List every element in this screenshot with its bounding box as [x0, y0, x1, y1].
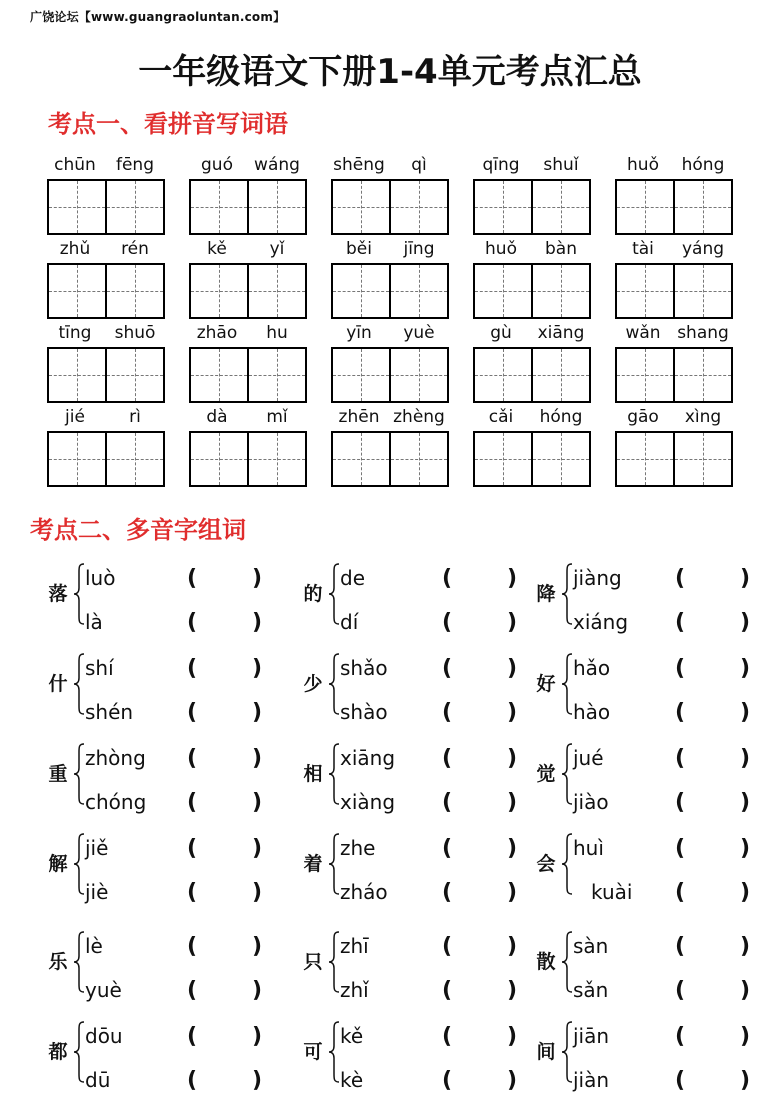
- polyphonic-group: [300, 1018, 550, 1093]
- answer-paren-open: (: [442, 1024, 453, 1049]
- pinyin-reading: dí: [340, 610, 359, 634]
- pinyin-word-cell: [187, 404, 307, 486]
- answer-paren-open: (: [187, 880, 198, 905]
- pinyin-reading: de: [340, 566, 365, 590]
- pinyin-syllable: dà: [206, 407, 228, 427]
- polyphonic-character: 觉: [536, 763, 556, 785]
- pinyin-syllable: bàn: [545, 239, 577, 259]
- answer-paren-open: (: [675, 934, 686, 959]
- answer-paren-close: ): [507, 880, 518, 905]
- tianzige-writing-box[interactable]: [615, 179, 674, 235]
- pinyin-syllable: rén: [121, 239, 149, 259]
- tianzige-writing-box[interactable]: [390, 347, 449, 403]
- pinyin-reading: sàn: [573, 934, 609, 958]
- tianzige-writing-box[interactable]: [615, 431, 674, 487]
- polyphonic-group: [45, 928, 295, 1003]
- polyphonic-group: [45, 560, 295, 635]
- answer-paren-close: ): [740, 934, 751, 959]
- tianzige-writing-box[interactable]: [248, 431, 307, 487]
- answer-paren-close: ): [740, 790, 751, 815]
- polyphonic-character: 少: [303, 673, 323, 695]
- tianzige-writing-box[interactable]: [106, 263, 165, 319]
- tianzige-writing-box[interactable]: [390, 263, 449, 319]
- answer-paren-open: (: [675, 1024, 686, 1049]
- pinyin-word-cell: [45, 404, 165, 486]
- pinyin-syllable: zhǔ: [59, 239, 91, 259]
- answer-paren-open: (: [187, 746, 198, 771]
- tianzige-writing-box[interactable]: [674, 263, 733, 319]
- tianzige-writing-box[interactable]: [189, 431, 248, 487]
- answer-paren-close: ): [740, 978, 751, 1003]
- pinyin-syllable: shuǐ: [543, 155, 579, 175]
- answer-paren-open: (: [187, 566, 198, 591]
- pinyin-reading: kuài: [591, 880, 633, 904]
- polyphonic-group: [533, 928, 780, 1003]
- polyphonic-character: 重: [48, 763, 68, 785]
- tianzige-writing-box[interactable]: [390, 179, 449, 235]
- pinyin-reading: zhòng: [85, 746, 146, 770]
- answer-paren-close: ): [740, 746, 751, 771]
- pinyin-word-cell: [187, 152, 307, 234]
- polyphonic-character: 落: [48, 583, 68, 605]
- writing-box-pair: [615, 347, 733, 401]
- pinyin-syllable: yáng: [681, 239, 725, 259]
- polyphonic-group: [300, 560, 550, 635]
- pinyin-reading: shí: [85, 656, 114, 680]
- pinyin-word-cell: [45, 236, 165, 318]
- answer-paren-open: (: [675, 700, 686, 725]
- answer-paren-open: (: [187, 656, 198, 681]
- tianzige-writing-box[interactable]: [331, 347, 390, 403]
- answer-paren-open: (: [442, 790, 453, 815]
- polyphonic-character: 散: [536, 951, 556, 973]
- pinyin-reading: shǎo: [340, 656, 388, 680]
- tianzige-writing-box[interactable]: [532, 431, 591, 487]
- tianzige-writing-box[interactable]: [615, 347, 674, 403]
- pinyin-reading: luò: [85, 566, 116, 590]
- answer-paren-close: ): [507, 1068, 518, 1093]
- pinyin-reading: jiàng: [573, 566, 622, 590]
- pinyin-syllable: chūn: [54, 155, 96, 175]
- polyphonic-group: [533, 560, 780, 635]
- answer-paren-open: (: [442, 880, 453, 905]
- curly-brace-icon: [560, 930, 574, 994]
- writing-box-pair: [615, 179, 733, 233]
- pinyin-syllable: mǐ: [266, 407, 288, 427]
- pinyin-word-cell: [613, 152, 733, 234]
- curly-brace-icon: [327, 1020, 341, 1084]
- polyphonic-words-area: [0, 560, 780, 1100]
- writing-box-pair: [189, 263, 307, 317]
- tianzige-writing-box[interactable]: [532, 179, 591, 235]
- polyphonic-character: 可: [303, 1041, 323, 1063]
- answer-paren-open: (: [442, 566, 453, 591]
- curly-brace-icon: [72, 742, 86, 806]
- pinyin-syllable: wǎn: [625, 323, 661, 343]
- answer-paren-open: (: [442, 1068, 453, 1093]
- tianzige-writing-box[interactable]: [248, 263, 307, 319]
- tianzige-writing-box[interactable]: [331, 431, 390, 487]
- answer-paren-close: ): [740, 1024, 751, 1049]
- polyphonic-character: 都: [48, 1041, 68, 1063]
- tianzige-writing-box[interactable]: [674, 431, 733, 487]
- pinyin-word-cell: [329, 236, 449, 318]
- polyphonic-character: 好: [536, 673, 556, 695]
- answer-paren-open: (: [187, 1024, 198, 1049]
- pinyin-reading: lè: [85, 934, 103, 958]
- pinyin-syllable: hóng: [681, 155, 725, 175]
- answer-paren-open: (: [675, 1068, 686, 1093]
- answer-paren-close: ): [740, 566, 751, 591]
- answer-paren-close: ): [252, 1068, 263, 1093]
- polyphonic-group: [45, 740, 295, 815]
- polyphonic-character: 降: [536, 583, 556, 605]
- writing-box-pair: [47, 179, 165, 233]
- pinyin-syllable: hu: [266, 323, 288, 343]
- tianzige-writing-box[interactable]: [106, 179, 165, 235]
- curly-brace-icon: [72, 1020, 86, 1084]
- answer-paren-open: (: [442, 934, 453, 959]
- tianzige-writing-box[interactable]: [473, 347, 532, 403]
- pinyin-reading: jiào: [573, 790, 609, 814]
- writing-box-pair: [47, 263, 165, 317]
- tianzige-writing-box[interactable]: [106, 347, 165, 403]
- writing-box-pair: [473, 179, 591, 233]
- curly-brace-icon: [327, 930, 341, 994]
- pinyin-syllable: hóng: [539, 407, 583, 427]
- pinyin-reading: kè: [340, 1068, 364, 1092]
- polyphonic-group: [45, 1018, 295, 1093]
- pinyin-syllable: jīng: [403, 239, 435, 259]
- pinyin-syllable: xiāng: [537, 323, 585, 343]
- curly-brace-icon: [327, 742, 341, 806]
- pinyin-syllable: xìng: [684, 407, 722, 427]
- polyphonic-character: 只: [303, 951, 323, 973]
- pinyin-word-cell: [471, 152, 591, 234]
- answer-paren-open: (: [187, 978, 198, 1003]
- pinyin-syllable: zhēn: [338, 407, 380, 427]
- writing-box-pair: [331, 347, 449, 401]
- polyphonic-character: 乐: [48, 951, 68, 973]
- pinyin-reading: xiāng: [340, 746, 396, 770]
- tianzige-writing-box[interactable]: [47, 263, 106, 319]
- answer-paren-open: (: [187, 1068, 198, 1093]
- polyphonic-character: 的: [303, 583, 323, 605]
- tianzige-writing-box[interactable]: [47, 179, 106, 235]
- answer-paren-close: ): [740, 1068, 751, 1093]
- writing-box-pair: [331, 431, 449, 485]
- answer-paren-close: ): [507, 836, 518, 861]
- pinyin-reading: zhī: [340, 934, 369, 958]
- tianzige-writing-box[interactable]: [532, 263, 591, 319]
- pinyin-reading: xiáng: [573, 610, 629, 634]
- answer-paren-close: ): [252, 656, 263, 681]
- answer-paren-open: (: [675, 978, 686, 1003]
- answer-paren-open: (: [675, 656, 686, 681]
- pinyin-syllable: yīn: [346, 323, 372, 343]
- tianzige-writing-box[interactable]: [674, 179, 733, 235]
- answer-paren-close: ): [507, 978, 518, 1003]
- pinyin-syllable: zhèng: [393, 407, 445, 427]
- polyphonic-group: [300, 928, 550, 1003]
- curly-brace-icon: [560, 652, 574, 716]
- pinyin-reading: shén: [85, 700, 134, 724]
- pinyin-writing-grid: [45, 152, 745, 492]
- answer-paren-close: ): [507, 1024, 518, 1049]
- section-heading-pinyin: 考点一、看拼音写词语: [48, 110, 288, 138]
- writing-box-pair: [473, 431, 591, 485]
- pinyin-syllable: wáng: [254, 155, 300, 175]
- writing-box-pair: [189, 347, 307, 401]
- polyphonic-group: [45, 830, 295, 905]
- answer-paren-open: (: [442, 746, 453, 771]
- pinyin-reading: là: [85, 610, 103, 634]
- pinyin-word-cell: [613, 404, 733, 486]
- answer-paren-open: (: [442, 610, 453, 635]
- pinyin-syllable: huǒ: [485, 239, 517, 259]
- pinyin-reading: xiàng: [340, 790, 396, 814]
- answer-paren-close: ): [740, 700, 751, 725]
- curly-brace-icon: [560, 742, 574, 806]
- curly-brace-icon: [327, 562, 341, 626]
- pinyin-reading: zháo: [340, 880, 388, 904]
- pinyin-word-cell: [187, 236, 307, 318]
- polyphonic-group: [533, 830, 780, 905]
- writing-box-pair: [189, 179, 307, 233]
- answer-paren-close: ): [252, 700, 263, 725]
- writing-box-pair: [615, 431, 733, 485]
- pinyin-syllable: tīng: [58, 323, 92, 343]
- polyphonic-group: [300, 740, 550, 815]
- pinyin-syllable: zhāo: [196, 323, 238, 343]
- answer-paren-close: ): [252, 746, 263, 771]
- writing-box-pair: [189, 431, 307, 485]
- pinyin-syllable: qì: [411, 155, 427, 175]
- answer-paren-open: (: [187, 836, 198, 861]
- pinyin-reading: jiě: [85, 836, 109, 860]
- pinyin-syllable: shēng: [333, 155, 385, 175]
- answer-paren-open: (: [187, 610, 198, 635]
- pinyin-syllable: shang: [677, 323, 729, 343]
- polyphonic-group: [533, 650, 780, 725]
- tianzige-writing-box[interactable]: [674, 347, 733, 403]
- pinyin-word-cell: [613, 320, 733, 402]
- pinyin-syllable: yǐ: [269, 239, 285, 259]
- pinyin-word-cell: [329, 152, 449, 234]
- pinyin-reading: hào: [573, 700, 611, 724]
- tianzige-writing-box[interactable]: [47, 431, 106, 487]
- answer-paren-close: ): [252, 836, 263, 861]
- writing-box-pair: [331, 179, 449, 233]
- answer-paren-open: (: [675, 790, 686, 815]
- answer-paren-open: (: [675, 566, 686, 591]
- answer-paren-close: ): [507, 566, 518, 591]
- pinyin-reading: shào: [340, 700, 388, 724]
- answer-paren-close: ): [252, 566, 263, 591]
- pinyin-word-cell: [471, 236, 591, 318]
- answer-paren-close: ): [252, 880, 263, 905]
- answer-paren-open: (: [187, 934, 198, 959]
- answer-paren-close: ): [507, 934, 518, 959]
- pinyin-reading: jiān: [573, 1024, 610, 1048]
- pinyin-word-cell: [45, 152, 165, 234]
- section-heading-polyphonic: 考点二、多音字组词: [30, 516, 246, 544]
- pinyin-syllable: fēng: [115, 155, 154, 175]
- answer-paren-close: ): [507, 610, 518, 635]
- pinyin-reading: kě: [340, 1024, 364, 1048]
- tianzige-writing-box[interactable]: [532, 347, 591, 403]
- pinyin-syllable: gāo: [627, 407, 659, 427]
- source-watermark: 广饶论坛【www.guangraoluntan.com】: [30, 10, 286, 24]
- tianzige-writing-box[interactable]: [331, 179, 390, 235]
- answer-paren-close: ): [252, 978, 263, 1003]
- curly-brace-icon: [560, 1020, 574, 1084]
- answer-paren-close: ): [252, 934, 263, 959]
- writing-box-pair: [47, 431, 165, 485]
- pinyin-word-cell: [187, 320, 307, 402]
- answer-paren-open: (: [442, 700, 453, 725]
- writing-box-pair: [331, 263, 449, 317]
- tianzige-writing-box[interactable]: [248, 179, 307, 235]
- pinyin-syllable: guó: [201, 155, 233, 175]
- tianzige-writing-box[interactable]: [473, 431, 532, 487]
- answer-paren-close: ): [252, 790, 263, 815]
- pinyin-reading: huì: [573, 836, 604, 860]
- pinyin-word-cell: [329, 320, 449, 402]
- pinyin-syllable: cǎi: [488, 407, 514, 427]
- polyphonic-character: 间: [536, 1041, 556, 1063]
- answer-paren-close: ): [740, 656, 751, 681]
- pinyin-reading: jiàn: [573, 1068, 610, 1092]
- answer-paren-close: ): [507, 700, 518, 725]
- pinyin-syllable: rì: [129, 407, 141, 427]
- answer-paren-open: (: [442, 836, 453, 861]
- answer-paren-close: ): [740, 610, 751, 635]
- pinyin-syllable: běi: [346, 239, 372, 259]
- pinyin-reading: zhǐ: [340, 978, 369, 1002]
- pinyin-word-cell: [471, 404, 591, 486]
- answer-paren-close: ): [507, 746, 518, 771]
- polyphonic-character: 相: [303, 763, 323, 785]
- pinyin-reading: dū: [85, 1068, 111, 1092]
- answer-paren-open: (: [675, 880, 686, 905]
- page-title: 一年级语文下册1-4单元考点汇总: [138, 52, 642, 92]
- writing-box-pair: [473, 263, 591, 317]
- curly-brace-icon: [560, 562, 574, 626]
- answer-paren-open: (: [675, 746, 686, 771]
- pinyin-word-cell: [329, 404, 449, 486]
- pinyin-syllable: kě: [207, 239, 227, 259]
- pinyin-syllable: yuè: [403, 323, 435, 343]
- polyphonic-character: 会: [536, 853, 556, 875]
- pinyin-word-cell: [613, 236, 733, 318]
- curly-brace-icon: [72, 652, 86, 716]
- curly-brace-icon: [72, 930, 86, 994]
- pinyin-syllable: gù: [490, 323, 512, 343]
- answer-paren-open: (: [187, 790, 198, 815]
- tianzige-writing-box[interactable]: [390, 431, 449, 487]
- answer-paren-close: ): [740, 880, 751, 905]
- curly-brace-icon: [327, 832, 341, 896]
- pinyin-word-cell: [471, 320, 591, 402]
- tianzige-writing-box[interactable]: [331, 263, 390, 319]
- curly-brace-icon: [327, 652, 341, 716]
- polyphonic-group: [45, 650, 295, 725]
- writing-box-pair: [47, 347, 165, 401]
- answer-paren-open: (: [675, 836, 686, 861]
- answer-paren-open: (: [187, 700, 198, 725]
- pinyin-reading: dōu: [85, 1024, 123, 1048]
- answer-paren-close: ): [507, 790, 518, 815]
- curly-brace-icon: [72, 832, 86, 896]
- answer-paren-close: ): [252, 1024, 263, 1049]
- pinyin-reading: jiè: [85, 880, 109, 904]
- writing-box-pair: [473, 347, 591, 401]
- pinyin-syllable: jié: [65, 407, 85, 427]
- tianzige-writing-box[interactable]: [106, 431, 165, 487]
- polyphonic-character: 着: [303, 853, 323, 875]
- polyphonic-group: [533, 1018, 780, 1093]
- pinyin-syllable: tài: [632, 239, 654, 259]
- pinyin-reading: jué: [573, 746, 604, 770]
- answer-paren-close: ): [252, 610, 263, 635]
- pinyin-syllable: shuō: [114, 323, 156, 343]
- polyphonic-group: [533, 740, 780, 815]
- writing-box-pair: [615, 263, 733, 317]
- pinyin-reading: sǎn: [573, 978, 609, 1002]
- tianzige-writing-box[interactable]: [615, 263, 674, 319]
- pinyin-reading: hǎo: [573, 656, 611, 680]
- polyphonic-group: [300, 830, 550, 905]
- answer-paren-open: (: [675, 610, 686, 635]
- answer-paren-close: ): [507, 656, 518, 681]
- curly-brace-icon: [560, 832, 574, 896]
- curly-brace-icon: [72, 562, 86, 626]
- pinyin-reading: chóng: [85, 790, 147, 814]
- tianzige-writing-box[interactable]: [189, 263, 248, 319]
- tianzige-writing-box[interactable]: [189, 347, 248, 403]
- pinyin-word-cell: [45, 320, 165, 402]
- tianzige-writing-box[interactable]: [189, 179, 248, 235]
- answer-paren-open: (: [442, 978, 453, 1003]
- pinyin-reading: yuè: [85, 978, 122, 1002]
- polyphonic-character: 解: [48, 853, 68, 875]
- pinyin-syllable: qīng: [482, 155, 520, 175]
- tianzige-writing-box[interactable]: [473, 179, 532, 235]
- tianzige-writing-box[interactable]: [248, 347, 307, 403]
- pinyin-syllable: huǒ: [627, 155, 659, 175]
- pinyin-reading: zhe: [340, 836, 376, 860]
- polyphonic-character: 什: [48, 673, 68, 695]
- tianzige-writing-box[interactable]: [47, 347, 106, 403]
- answer-paren-open: (: [442, 656, 453, 681]
- answer-paren-close: ): [740, 836, 751, 861]
- tianzige-writing-box[interactable]: [473, 263, 532, 319]
- polyphonic-group: [300, 650, 550, 725]
